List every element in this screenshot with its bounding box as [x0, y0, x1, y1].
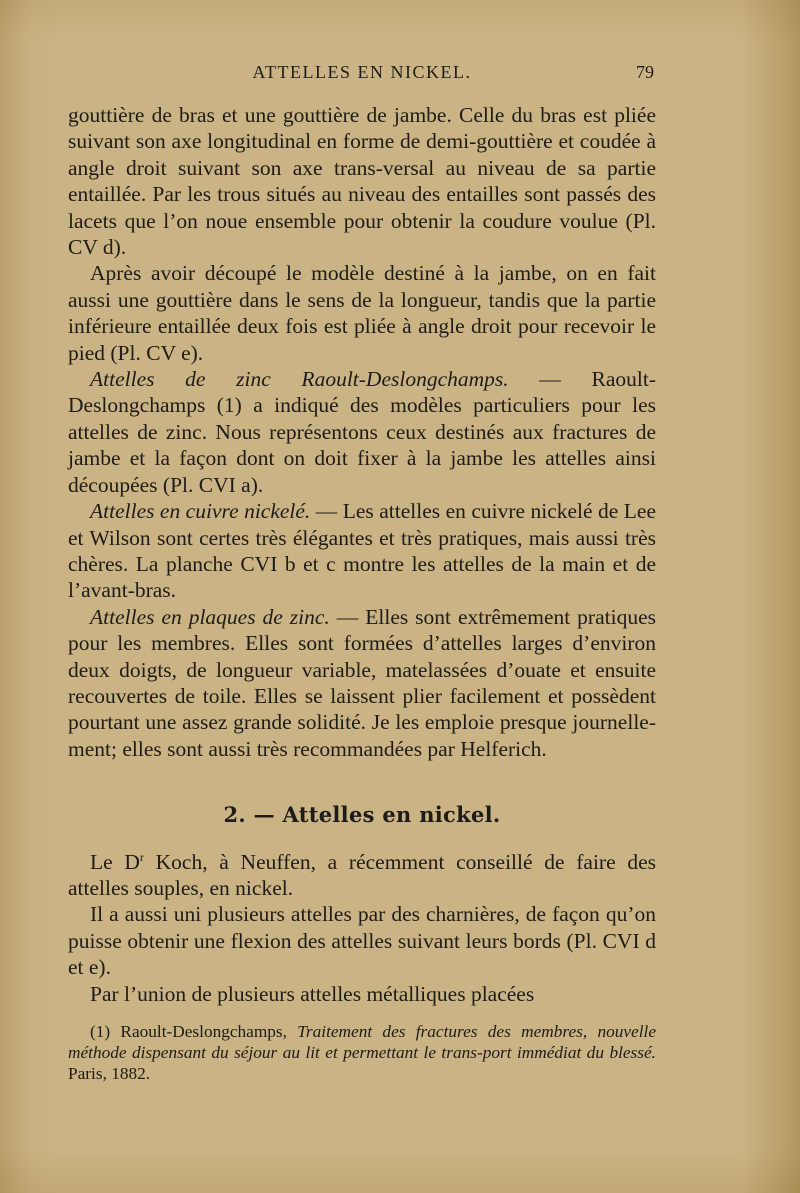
page-header — [68, 58, 656, 88]
footnote-text — [68, 1021, 656, 1084]
paragraph — [68, 102, 656, 260]
paragraph-text: gouttière de bras et une gouttière de jambe. Celle du bras est pliée suivant son axe longitudinal en forme de demi-gouttière et coudée à angle droit suivant son axe trans-versal au niveau de sa partie entaillée. Par les trous situés au niveau des entailles sont passés des lacets que l’on noue ensemble pour obtenir la coudure voulue (Pl. CV d). — [68, 103, 656, 260]
page — [68, 58, 656, 1084]
footnote-tail: Paris, 1882. — [68, 1064, 151, 1083]
footnote-title: Traitement des fractures des membres, nouvelle méthode dispensant du séjour au lit et permettant le trans-port immédiat du blessé. — [68, 1022, 656, 1062]
paragraph-text: — Les attelles en cuivre nickelé de Lee et Wilson sont certes très élégantes et très pratiques, mais aussi très chères. La planche CVI b et c montre les attelles de la main et de l’avant-bras. — [68, 499, 657, 603]
paragraph-lead: Attelles en plaques de zinc. — [90, 604, 330, 629]
paragraph — [68, 981, 656, 1007]
paragraph-text: Il a aussi uni plusieurs attelles par des charnières, de façon qu’on puisse obtenir une flexion des attelles suivant leurs bords (Pl. CVI d et e). — [68, 902, 656, 980]
paragraph — [68, 849, 656, 902]
paragraph — [68, 604, 656, 762]
paragraph-lead: Attelles en cuivre nickelé. — [90, 499, 311, 524]
paragraph-text: Koch, à Neuffen, a récemment conseillé de faire des attelles souples, en nickel. — [68, 849, 657, 900]
superscript: r — [139, 849, 144, 864]
section-heading: 2. — Attelles en nickel. — [223, 802, 501, 828]
paragraph — [68, 366, 656, 498]
footnote — [68, 1021, 656, 1084]
paragraph — [68, 260, 656, 366]
paragraph — [68, 901, 656, 980]
body-text — [68, 102, 656, 1007]
paragraph-lead: Attelles de zinc Raoult-Deslongchamps. — [90, 367, 509, 392]
paragraph-text: Par l’union de plusieurs attelles métalliques placées — [90, 981, 535, 1006]
paragraph-text: Le D — [90, 849, 140, 874]
footnote-marker: (1) Raoult-Deslongchamps, — [90, 1022, 298, 1041]
paragraph-text: Après avoir découpé le modèle destiné à la jambe, on en fait aussi une gouttière dans le sens de la longueur, tandis que la partie inférieure entaillée deux fois est pliée à angle droit pour recevoir le pied (Pl. CV e). — [68, 261, 656, 365]
running-title: ATTELLES EN NICKEL. — [252, 62, 472, 82]
paragraph-text: — Raoult-Deslongchamps (1) a indiqué des modèles particuliers pour les attelles de zinc. Nous représentons ceux destinés aux fractures de jambe et la façon dont on doit fixer à la jambe les attelles ainsi découpées (Pl. CVI a). — [68, 367, 656, 497]
page-number: 79 — [636, 62, 654, 82]
paragraph-text: — Elles sont extrêmement pratiques pour les membres. Elles sont formées d’attelles larges d’environ deux doigts, de longueur variable, matelassées d’ouate et ensuite recouvertes de toile. Elles se laissent plier facilement et possèdent pourtant une assez grande solidité. Je les emploie presque journelle-ment; elles sont aussi très recommandées par Helferich. — [68, 604, 656, 761]
paragraph — [68, 498, 656, 604]
